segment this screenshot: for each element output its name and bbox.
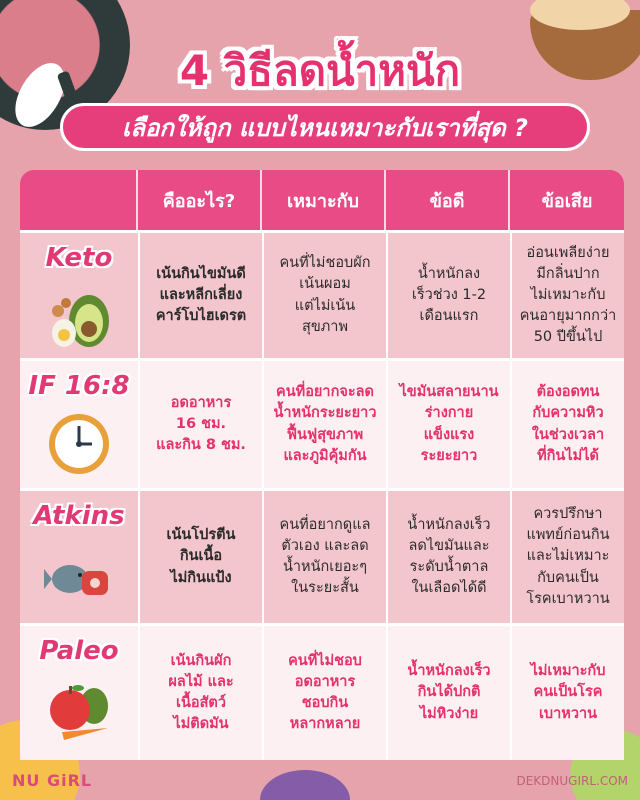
- fish-meat-icon: [44, 539, 114, 609]
- subtitle-banner: [60, 103, 590, 151]
- page-title: 4 วิธีลดน้ำหนัก: [179, 46, 461, 95]
- header-corner: [20, 170, 138, 230]
- cell-suits: คนที่อยากดูแล ตัวเอง และลด น้ำหนักเยอะๆ ในระยะสั้น: [262, 488, 386, 623]
- website-url: DEKDNUGIRL.COM: [516, 774, 628, 788]
- cell-pros: น้ำหนักลง เร็วช่วง 1-2 เดือนแรก: [386, 230, 510, 358]
- header-suits: เหมาะกับ: [262, 170, 386, 230]
- apple-carrot-icon: [42, 674, 116, 744]
- cell-what: เน้นกินผัก ผลไม้ และ เนื้อสัตว์ ไม่ติดมัน: [138, 623, 262, 760]
- diet-name: Atkins: [33, 501, 125, 531]
- clock-icon: [44, 409, 114, 479]
- cell-what: เน้นกินไขมันดี และหลีกเลี่ยง คาร์โบไฮเดรต: [138, 230, 262, 358]
- cell-pros: น้ำหนักลงเร็ว ลดไขมันและ ระดับน้ำตาล ในเลือดได้ดี: [386, 488, 510, 623]
- cell-pros: น้ำหนักลงเร็ว กินได้ปกติ ไม่หิวง่าย: [386, 623, 510, 760]
- diet-name: Keto: [45, 243, 113, 273]
- row-label-atkins: [20, 488, 138, 623]
- cell-cons: ต้องอดทน กับความหิว ในช่วงเวลา ที่กินไม่ได้: [510, 358, 624, 488]
- cell-suits: คนที่อยากจะลด น้ำหนักระยะยาว ฟื้นฟูสุขภาพ และภูมิคุ้มกัน: [262, 358, 386, 488]
- berry-decoration: [260, 770, 350, 800]
- header-what: คืออะไร?: [138, 170, 262, 230]
- comparison-table: [20, 170, 624, 760]
- cell-what: อดอาหาร 16 ชม. และกิน 8 ชม.: [138, 358, 262, 488]
- diet-name: Paleo: [39, 636, 119, 666]
- cell-pros: ไขมันสลายนาน ร่างกาย แข็งแรง ระยะยาว: [386, 358, 510, 488]
- cell-cons: ควรปรึกษา แพทย์ก่อนกิน และไม่เหมาะ กับคนเป็น โรคเบาหวาน: [510, 488, 624, 623]
- avocado-egg-icon: [44, 281, 114, 351]
- row-label-paleo: [20, 623, 138, 760]
- cell-cons: อ่อนเพลียง่าย มีกลิ่นปาก ไม่เหมาะกับ คนอายุมากกว่า 50 ปีขึ้นไป: [510, 230, 624, 358]
- row-label-if: [20, 358, 138, 488]
- brand-logo: NU GiRL: [12, 771, 93, 790]
- header-pros: ข้อดี: [386, 170, 510, 230]
- row-label-keto: [20, 230, 138, 358]
- cell-suits: คนที่ไม่ชอบ อดอาหาร ชอบกิน หลากหลาย: [262, 623, 386, 760]
- diet-name: IF 16:8: [28, 371, 130, 401]
- cell-what: เน้นโปรตีน กินเนื้อ ไม่กินแป้ง: [138, 488, 262, 623]
- cell-cons: ไม่เหมาะกับ คนเป็นโรค เบาหวาน: [510, 623, 624, 760]
- header-cons: ข้อเสีย: [510, 170, 624, 230]
- subtitle-text: เลือกให้ถูก แบบไหนเหมาะกับเราที่สุด ?: [122, 113, 528, 142]
- cell-suits: คนที่ไม่ชอบผัก เน้นผอม แต่ไม่เน้น สุขภาพ: [262, 230, 386, 358]
